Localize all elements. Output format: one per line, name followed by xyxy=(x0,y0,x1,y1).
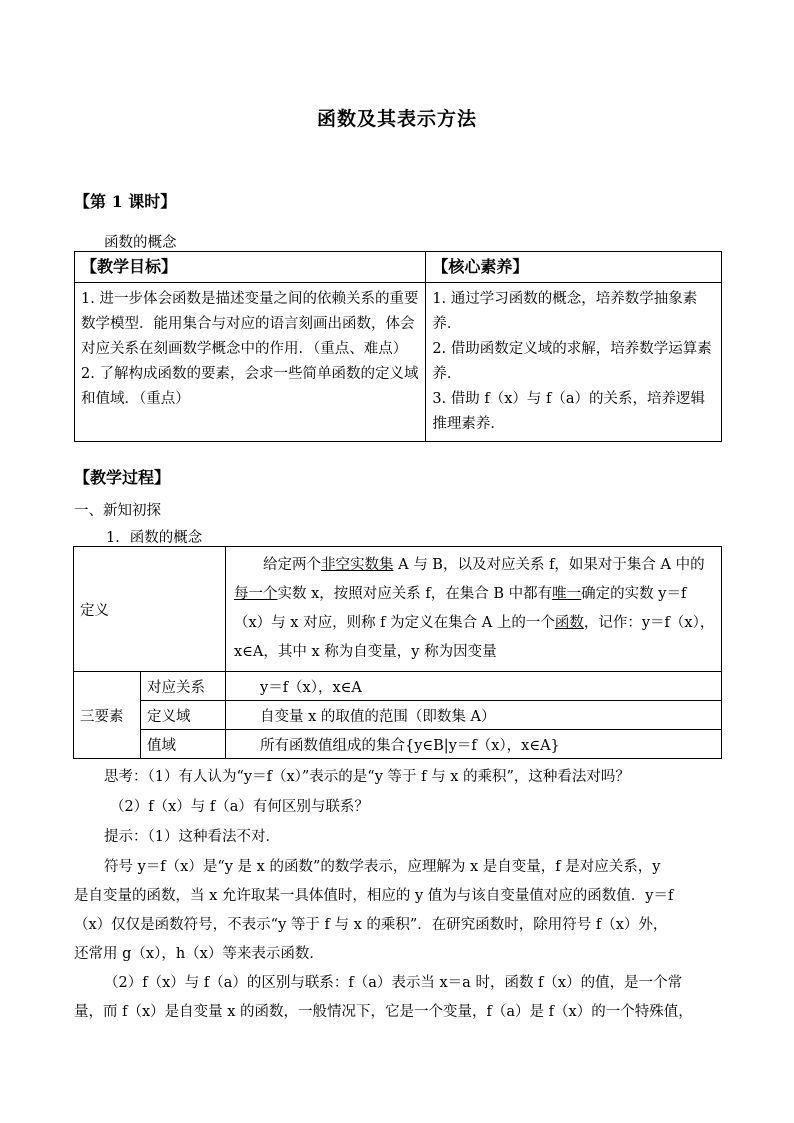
paragraph-1-line-2: 是自变量的函数，当 x 允许取某一具体值时，相应的 y 值为与该自变量值对应的函数值．y＝f xyxy=(74,888,674,904)
topic-label: 函数的概念 xyxy=(104,235,177,251)
paragraph-2-line-1: （2）f（x）与 f（a）的区别与联系：f（a）表示当 x＝a 时，函数 f（x）的值，是一个常 xyxy=(104,975,683,991)
element-name-domain: 定义域 xyxy=(141,701,226,730)
three-elements-label: 三要素 xyxy=(74,672,141,759)
goal-item-1: 1. 进一步体会函数是描述变量之间的依赖关系的重要数学模型．能用集合与对应的语言刻画出函数，体会对应关系在刻画数学概念中的作用．（重点、难点） xyxy=(81,291,419,357)
def-text-2: A 与 B，以及对应关系 f，如果对于集合 A 中的 xyxy=(393,557,705,573)
def-underline-2: 每一个 xyxy=(234,586,278,602)
paragraph-1-line-4: 还常用 g（x），h（x）等来表示函数． xyxy=(74,946,324,962)
goals-header-left: 【教学目标】 xyxy=(75,252,426,283)
def-text-4: 确定的实数 y＝f（x）与 x 对应，则称 f 为定义在集合 A 上的一个 xyxy=(234,586,687,631)
concept-table xyxy=(73,546,722,759)
literacy-item-1: 1. 通过学习函数的概念，培养数学抽象素养． xyxy=(432,291,698,332)
def-underline-1: 非空实数集 xyxy=(321,557,394,573)
goals-left-cell xyxy=(75,283,426,442)
def-text-1: 给定两个 xyxy=(263,557,321,573)
goal-item-2: 2. 了解构成函数的要素，会求一些简单函数的定义域和值域．（重点） xyxy=(81,366,419,407)
element-value-mapping: y＝f（x），x∈A xyxy=(226,672,722,701)
lesson-heading: 【第 1 课时】 xyxy=(74,192,177,211)
think-question-1: 思考：（1）有人认为“y＝f（x）”表示的是“y 等于 f 与 x 的乘积”，这种看法对吗？ xyxy=(104,769,630,785)
goals-right-cell xyxy=(426,283,722,442)
element-name-mapping: 对应关系 xyxy=(141,672,226,701)
literacy-item-3: 3. 借助 f（x）与 f（a）的关系，培养逻辑推理素养． xyxy=(432,391,706,432)
goals-header-right: 【核心素养】 xyxy=(426,252,722,283)
definition-text xyxy=(226,547,722,672)
section-heading: 一、新知初探 xyxy=(74,503,161,519)
paragraph-2-line-2: 量，而 f（x）是自变量 x 的函数，一般情况下，它是一个变量，f（a）是 f（x）的一个特殊值， xyxy=(74,1004,693,1020)
element-value-range: 所有函数值组成的集合{y∈B|y＝f（x），x∈A} xyxy=(226,730,722,759)
think-question-2: （2）f（x）与 f（a）有何区别与联系？ xyxy=(110,799,369,815)
goals-table xyxy=(74,251,722,442)
element-name-range: 值域 xyxy=(141,730,226,759)
definition-label: 定义 xyxy=(74,547,226,672)
subsection-heading: 1．函数的概念 xyxy=(106,530,203,546)
def-text-3: 实数 x，按照对应关系 f，在集合 B 中都有 xyxy=(277,586,553,602)
paragraph-1-line-3: （x）仅仅是函数符号，不表示“y 等于 f 与 x 的乘积”．在研究函数时，除用符号 f（x）外， xyxy=(74,917,668,933)
page-title: 函数及其表示方法 xyxy=(316,108,477,130)
process-heading: 【教学过程】 xyxy=(74,468,171,487)
element-value-domain: 自变量 x 的取值的范围（即数集 A） xyxy=(226,701,722,730)
literacy-item-2: 2. 借助函数定义域的求解，培养数学运算素养． xyxy=(432,341,712,382)
hint-line-1: 提示：（1）这种看法不对． xyxy=(104,829,280,845)
def-underline-4: 函数 xyxy=(554,615,584,631)
paragraph-1-line-1: 符号 y＝f（x）是“y 是 x 的函数”的数学表示，应理解为 x 是自变量，f 是对应关系，y xyxy=(104,859,661,875)
def-text-5: ，记作：y＝f（x），x∈A，其中 x 称为自变量，y 称为因变量 xyxy=(234,615,715,660)
def-underline-3: 唯一 xyxy=(552,586,582,602)
